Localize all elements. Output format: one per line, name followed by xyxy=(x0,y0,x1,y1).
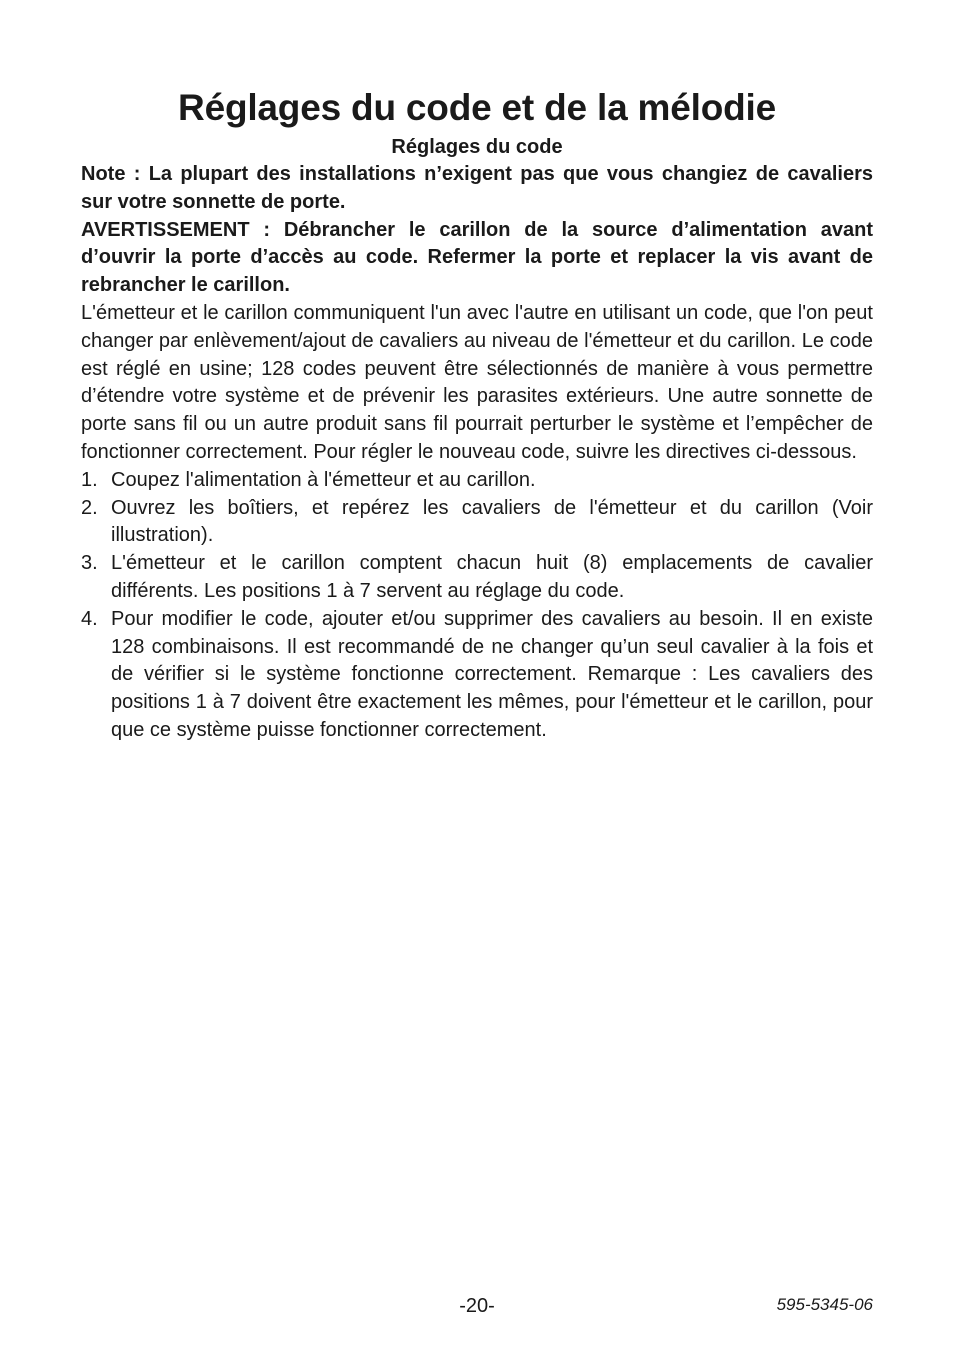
steps-list xyxy=(81,467,873,745)
document-page xyxy=(81,82,873,745)
step-number: 2. xyxy=(81,496,98,519)
document-code: 595-5345-06 xyxy=(776,1295,873,1314)
list-item xyxy=(81,550,873,606)
step-number: 1. xyxy=(81,468,98,491)
list-item xyxy=(81,495,873,551)
step-number: 4. xyxy=(81,607,98,630)
section-subtitle: Réglages du code xyxy=(391,136,563,158)
warning-paragraph: AVERTISSEMENT : Débrancher le carillon de la source d’alimentation avant d’ouvrir la porte d’accès au code. Refermer la porte et replacer la vis avant de rebrancher le carillon. xyxy=(81,218,873,297)
list-item xyxy=(81,606,873,745)
step-text: Pour modifier le code, ajouter et/ou supprimer des cavaliers au besoin. Il en existe 128 combinaisons. Il est recommandé de ne changer qu’un seul cavalier à la fois et de vérifier si le système fonctionne correctement. Remarque : Les cavaliers des positions 1 à 7 doivent être exactement les mêmes, pour l'émetteur et le carillon, pour que ce système puisse fonctionner correctement. xyxy=(111,607,873,741)
step-text: Ouvrez les boîtiers, et repérez les cavaliers de l'émetteur et du carillon (Voir illustration). xyxy=(111,496,873,547)
note-paragraph: Note : La plupart des installations n’exigent pas que vous changiez de cavaliers sur votre sonnette de porte. xyxy=(81,163,873,213)
step-text: Coupez l'alimentation à l'émetteur et au carillon. xyxy=(111,468,536,491)
page-title: Réglages du code et de la mélodie xyxy=(178,87,776,128)
body-paragraph: L'émetteur et le carillon communiquent l'un avec l'autre en utilisant un code, que l'on peut changer par enlèvement/ajout de cavaliers au niveau de l'émetteur et du carillon. Le code est réglé en usine; 128 codes peuvent être sélectionnés de manière à vous permettre d’étendre votre système et de prévenir les parasites extérieurs. Une autre sonnette de porte sans fil ou un autre produit sans fil pourrait perturber le système et l’empêcher de fonctionner correctement. Pour régler le nouveau code, suivre les directives ci-dessous. xyxy=(81,301,873,463)
list-item xyxy=(81,467,873,495)
step-text: L'émetteur et le carillon comptent chacun huit (8) emplacements de cavalier différents. Les positions 1 à 7 servent au réglage du code. xyxy=(111,552,873,602)
step-number: 3. xyxy=(81,552,98,575)
page-number: -20- xyxy=(459,1295,495,1317)
